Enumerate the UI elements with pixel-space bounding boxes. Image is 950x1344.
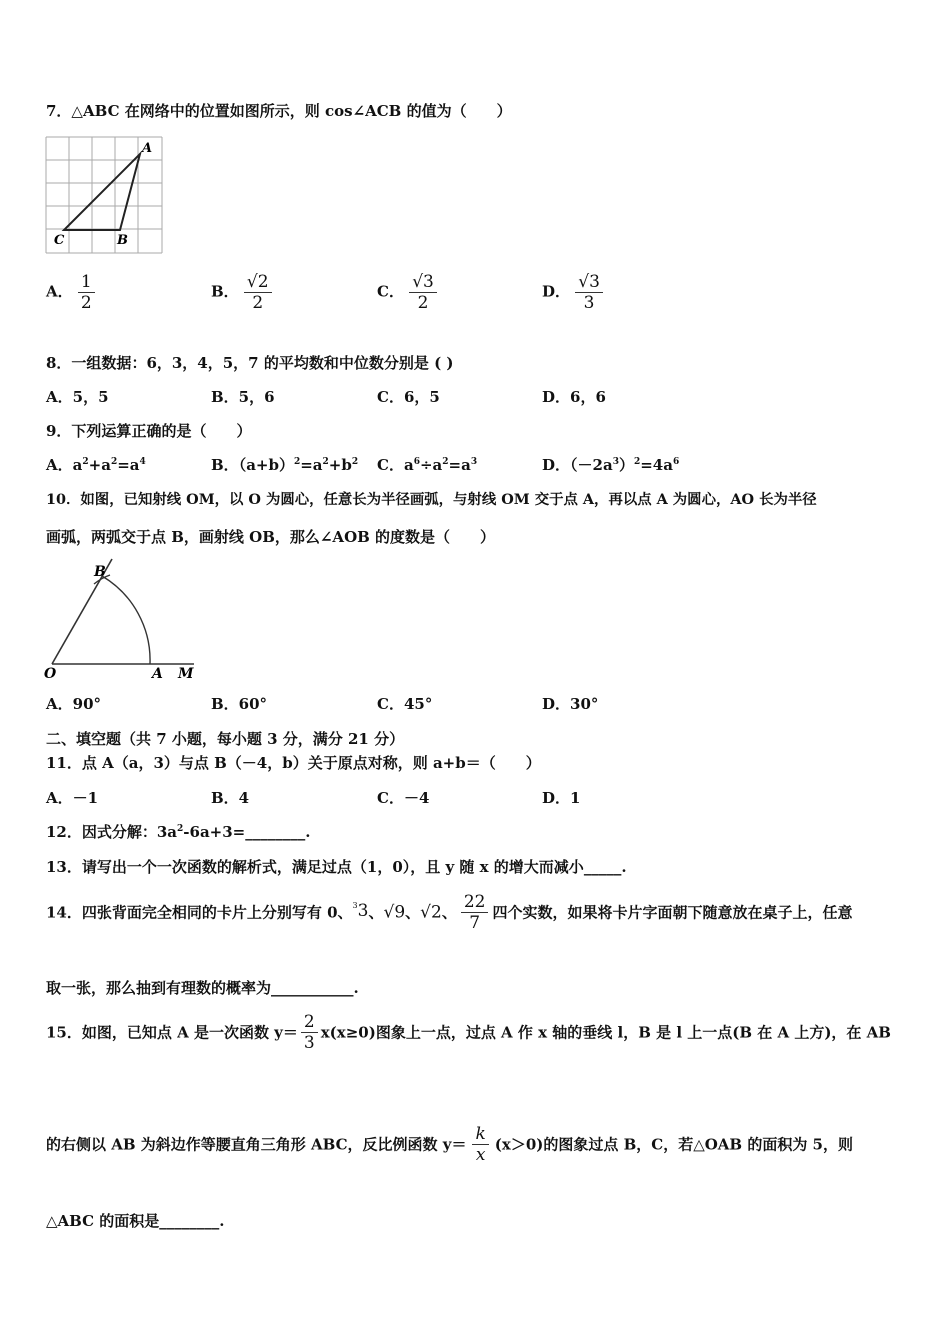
denominator: x	[475, 1145, 486, 1165]
fraction	[575, 272, 603, 313]
arc-from-o	[102, 576, 150, 664]
section-heading: 二、填空题（共 7 小题，每小题 3 分，满分 21 分）	[46, 730, 405, 748]
sqrt-2: √2	[420, 902, 442, 923]
q7-grid-figure	[45, 136, 167, 256]
numerator: 1	[78, 272, 95, 293]
numerator: √3	[575, 272, 603, 293]
text: 14．四张背面完全相同的卡片上分别写有 0、	[46, 903, 353, 922]
fraction	[461, 892, 489, 933]
exponent: 4	[139, 457, 146, 467]
option-label: C．	[377, 282, 404, 301]
label-c: C	[54, 233, 65, 248]
text: .	[219, 1212, 225, 1230]
text: (x＞0)的图象过点 B，C，若△OAB 的面积为 5，则	[494, 1135, 853, 1154]
q8-option-c: C．6，5	[377, 388, 440, 406]
q10-stem-line2: 画弧，两弧交于点 B，画射线 OB，那么∠AOB 的度数是（ ）	[46, 528, 496, 546]
q7-option-c	[377, 272, 437, 313]
option-label: D．	[542, 456, 571, 474]
answer-blank: ___________	[271, 979, 354, 997]
text: .	[305, 823, 311, 841]
q13-stem	[46, 857, 627, 877]
label-m: M	[178, 666, 194, 682]
q10-option-d: D．30°	[542, 695, 599, 713]
denominator: 2	[80, 293, 92, 313]
text: .	[353, 979, 359, 997]
q9-option-c	[377, 455, 477, 475]
text: 取一张，那么抽到有理数的概率为	[46, 979, 272, 997]
denominator: 3	[583, 293, 595, 313]
q7-stem: 7．△ABC 在网络中的位置如图所示，则 cos∠ACB 的值为（ ）	[46, 102, 512, 120]
triangle-abc	[64, 154, 140, 230]
fraction	[472, 1124, 488, 1165]
text: 、	[441, 903, 457, 922]
text: 12．因式分解：3a	[46, 823, 178, 841]
option-label: D．	[542, 282, 571, 301]
cube-root	[353, 901, 369, 921]
term: =a	[448, 456, 471, 474]
term: a	[403, 456, 414, 474]
term: （－2a	[570, 456, 613, 474]
exponent: 2	[351, 457, 359, 467]
exponent: 2	[322, 457, 329, 467]
exponent: 2	[442, 457, 449, 467]
exponent: 6	[672, 457, 680, 467]
term: ）	[618, 456, 634, 474]
q12-stem	[46, 822, 311, 842]
exponent: 3	[612, 457, 619, 467]
answer-blank: _____	[583, 858, 622, 876]
exponent: 2	[293, 457, 301, 467]
answer-blank: ________	[245, 823, 306, 841]
denominator: 3	[303, 1033, 315, 1053]
fraction	[244, 272, 272, 313]
exponent: 2	[177, 824, 184, 834]
text: 、	[368, 903, 384, 922]
q7-option-a	[46, 272, 95, 313]
q14-stem-line1	[46, 892, 852, 933]
q11-option-b: B．4	[211, 789, 250, 807]
q7-option-b	[211, 272, 272, 313]
q10-option-c: C．45°	[377, 695, 433, 713]
q8-option-b: B．5，6	[211, 388, 275, 406]
fraction	[301, 1012, 318, 1053]
label-a: A	[152, 666, 163, 682]
denominator: 2	[417, 293, 429, 313]
exponent: 2	[633, 457, 641, 467]
fraction	[409, 272, 437, 313]
label-b: B	[94, 564, 106, 580]
denominator: 2	[252, 293, 264, 313]
label-a: A	[142, 141, 153, 156]
q15-stem-line3	[46, 1211, 225, 1231]
label-b: B	[117, 233, 128, 248]
q15-stem-line1	[46, 1012, 891, 1053]
q8-option-d: D．6，6	[542, 388, 606, 406]
option-label: B．	[211, 282, 239, 301]
denominator: 7	[469, 913, 481, 933]
numerator: k	[472, 1124, 488, 1145]
term: =4a	[640, 456, 673, 474]
q11-stem: 11．点 A（a，3）与点 B（－4，b）关于原点对称，则 a+b＝（ ）	[46, 754, 541, 772]
q8-stem: 8．一组数据：6，3，4，5，7 的平均数和中位数分别是 ( )	[46, 354, 454, 372]
q15-stem-line2	[46, 1124, 853, 1165]
exponent: 2	[110, 457, 118, 467]
label-o: O	[44, 666, 57, 682]
option-label: C．	[377, 456, 404, 474]
numerator: √3	[409, 272, 437, 293]
radicand: 3	[357, 901, 369, 921]
option-label: A．	[46, 456, 73, 474]
root-index: 3	[352, 901, 358, 910]
term: =a	[117, 456, 140, 474]
fraction	[78, 272, 95, 313]
text: 13．请写出一个一次函数的解析式，满足过点（1，0），且 y 随 x 的增大而减小	[46, 858, 584, 876]
q7-option-d	[542, 272, 603, 313]
term: （a+b）	[238, 456, 294, 474]
option-label: A．	[46, 282, 73, 301]
term: +a	[88, 456, 111, 474]
q9-option-d	[542, 455, 679, 475]
term: +b	[328, 456, 352, 474]
q10-option-b: B．60°	[211, 695, 268, 713]
text: △ABC 的面积是	[46, 1212, 160, 1230]
text: 、	[405, 903, 421, 922]
q9-option-b	[211, 455, 358, 475]
q9-option-a	[46, 455, 146, 475]
option-label: B．	[211, 456, 239, 474]
exponent: 3	[470, 457, 478, 467]
term: a	[72, 456, 83, 474]
q8-option-a: A．5，5	[46, 388, 109, 406]
q11-option-a: A．－1	[46, 789, 99, 807]
numerator: √2	[244, 272, 272, 293]
answer-blank: ________	[159, 1212, 220, 1230]
text: .	[621, 858, 627, 876]
text: x(x≥0)图象上一点，过点 A 作 x 轴的垂线 l，B 是 l 上一点(B 在 A 上方)，在 AB	[320, 1023, 891, 1042]
exponent: 2	[82, 457, 89, 467]
sqrt-9: √9	[383, 902, 406, 923]
q10-figure	[44, 558, 202, 684]
numerator: 2	[301, 1012, 318, 1033]
q10-option-a: A．90°	[46, 695, 102, 713]
term: =a	[300, 456, 323, 474]
q11-option-d: D．1	[542, 789, 581, 807]
text: 四个实数，如果将卡片字面朝下随意放在桌子上，任意	[492, 903, 853, 922]
q9-stem: 9．下列运算正确的是（ ）	[46, 422, 252, 440]
text: 的右侧以 AB 为斜边作等腰直角三角形 ABC，反比例函数 y＝	[46, 1135, 467, 1154]
q14-stem-line2	[46, 978, 359, 998]
exponent: 6	[413, 457, 420, 467]
text: -6a+3=	[183, 823, 246, 841]
term: ÷a	[419, 456, 443, 474]
q11-option-c: C．－4	[377, 789, 430, 807]
q10-stem-line1: 10．如图，已知射线 OM，以 O 为圆心，任意长为半径画弧，与射线 OM 交于点 A，再以点 A 为圆心，AO 长为半径	[46, 491, 817, 508]
numerator: 22	[461, 892, 489, 913]
text: 15．如图，已知点 A 是一次函数 y＝	[46, 1023, 298, 1042]
